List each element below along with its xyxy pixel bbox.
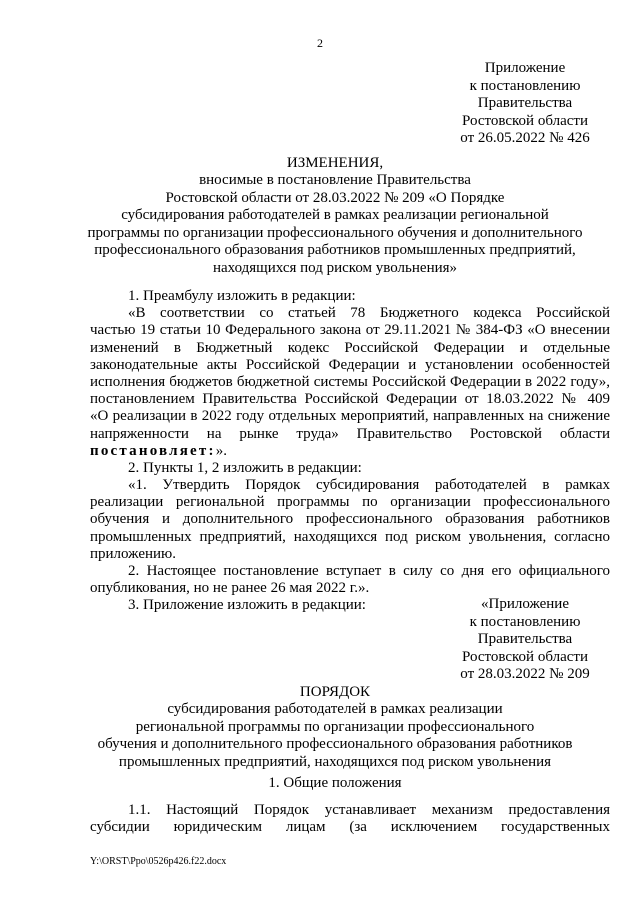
text-line: «1. Утвердить Порядок субсидирования работодателей в рамках bbox=[128, 477, 610, 494]
appendix-line: Ростовской области bbox=[462, 648, 588, 665]
subtitle-line: обучения и дополнительного профессионального образования работников bbox=[97, 736, 573, 752]
order-subtitle bbox=[60, 701, 610, 771]
text-line: опубликования, но не ранее 26 мая 2022 г.». bbox=[90, 580, 370, 597]
section-title bbox=[60, 775, 610, 793]
text-line: «О реализации в 2022 году отдельных мероприятий, направленных на снижение bbox=[90, 408, 610, 425]
appendix-line: «Приложение bbox=[480, 596, 569, 612]
text-line: 2. Пункты 1, 2 изложить в редакции: bbox=[128, 459, 362, 476]
subtitle-line: программы по организации профессионального обучения и дополнительного bbox=[87, 224, 583, 241]
appendix-line: от 28.03.2022 № 209 bbox=[460, 666, 590, 682]
appendix-header-bottom bbox=[440, 596, 610, 684]
page-number: 2 bbox=[317, 36, 323, 50]
subtitle-line: субсидирования работодателей в рамках реализации bbox=[167, 701, 503, 717]
order-title bbox=[60, 684, 610, 702]
text-line: субсидии юридическим лицам (за исключением государственных bbox=[90, 819, 610, 836]
subtitle-line: профессионального образования работников промышленных предприятий, bbox=[94, 242, 576, 258]
text-line: 1. Преамбулу изложить в редакции: bbox=[128, 288, 356, 304]
appendix-line: от 26.05.2022 № 426 bbox=[460, 130, 590, 146]
subtitle-line: субсидирования работодателей в рамках реализации региональной bbox=[121, 207, 549, 223]
text-line: постановлением Правительства Российской Федерации от 18.03.2022 № 409 bbox=[90, 391, 610, 408]
text-line: промышленных предприятий, находящихся под риском увольнения, согласно bbox=[90, 528, 610, 545]
text-line: исполнения бюджетов бюджетной системы Российской Федерации в 2022 году», bbox=[90, 373, 610, 390]
appendix-line: Правительства bbox=[477, 631, 573, 647]
text-line: «В соответствии со статьей 78 Бюджетного кодекса Российской bbox=[128, 305, 610, 322]
text-line: 2. Настоящее постановление вступает в силу со дня его официального bbox=[128, 563, 610, 579]
text-line bbox=[90, 443, 610, 460]
order-title-text: ПОРЯДОК bbox=[299, 684, 371, 700]
emphasized-word: постановляет: bbox=[90, 442, 216, 459]
subtitle-line: региональной программы по организации профессионального bbox=[135, 718, 535, 735]
appendix-line: Правительства bbox=[477, 95, 573, 111]
text-line: законодательные акты Российской Федерации и установлении особенностей bbox=[90, 356, 610, 373]
subtitle-line: Ростовской области от 28.03.2022 № 209 «О Порядке bbox=[165, 189, 505, 206]
section-title-text: 1. Общие положения bbox=[268, 775, 402, 791]
appendix-line: к постановлению bbox=[469, 613, 581, 630]
subtitle-line: вносимые в постановление Правительства bbox=[199, 172, 471, 188]
footer-file-path: Y:\ORST\Ppo\0526p426.f22.docx bbox=[90, 856, 227, 867]
text-line: реализации региональной программы по организации профессионального bbox=[90, 494, 610, 511]
text-line: изменений в Бюджетный кодекс Российской Федерации и отдельные bbox=[90, 339, 610, 356]
text-tail: ». bbox=[215, 442, 227, 459]
changes-subtitle bbox=[60, 172, 610, 277]
changes-title-text: ИЗМЕНЕНИЯ, bbox=[286, 155, 384, 171]
subtitle-line: находящихся под риском увольнения» bbox=[212, 259, 458, 276]
text-line: частью 19 статьи 10 Федерального закона от 29.11.2021 № 384-ФЗ «О внесении bbox=[90, 322, 610, 339]
changes-title bbox=[60, 155, 610, 173]
section-body bbox=[90, 802, 610, 836]
appendix-line: Ростовской области bbox=[462, 112, 588, 129]
text-line: обучения и дополнительного профессионального образования работников bbox=[90, 511, 610, 528]
subtitle-line: промышленных предприятий, находящихся под риском увольнения bbox=[118, 753, 552, 770]
appendix-line: Приложение bbox=[484, 60, 566, 76]
text-line: 1.1. Настоящий Порядок устанавливает механизм предоставления bbox=[128, 802, 610, 818]
text-line: 3. Приложение изложить в редакции: bbox=[128, 597, 366, 614]
text-line: приложению. bbox=[90, 545, 177, 562]
appendix-header-top bbox=[440, 60, 610, 148]
amendments-body bbox=[90, 288, 610, 615]
text-line: напряженности на рынке труда» Правительство Ростовской области bbox=[90, 425, 610, 442]
appendix-line: к постановлению bbox=[469, 77, 581, 94]
